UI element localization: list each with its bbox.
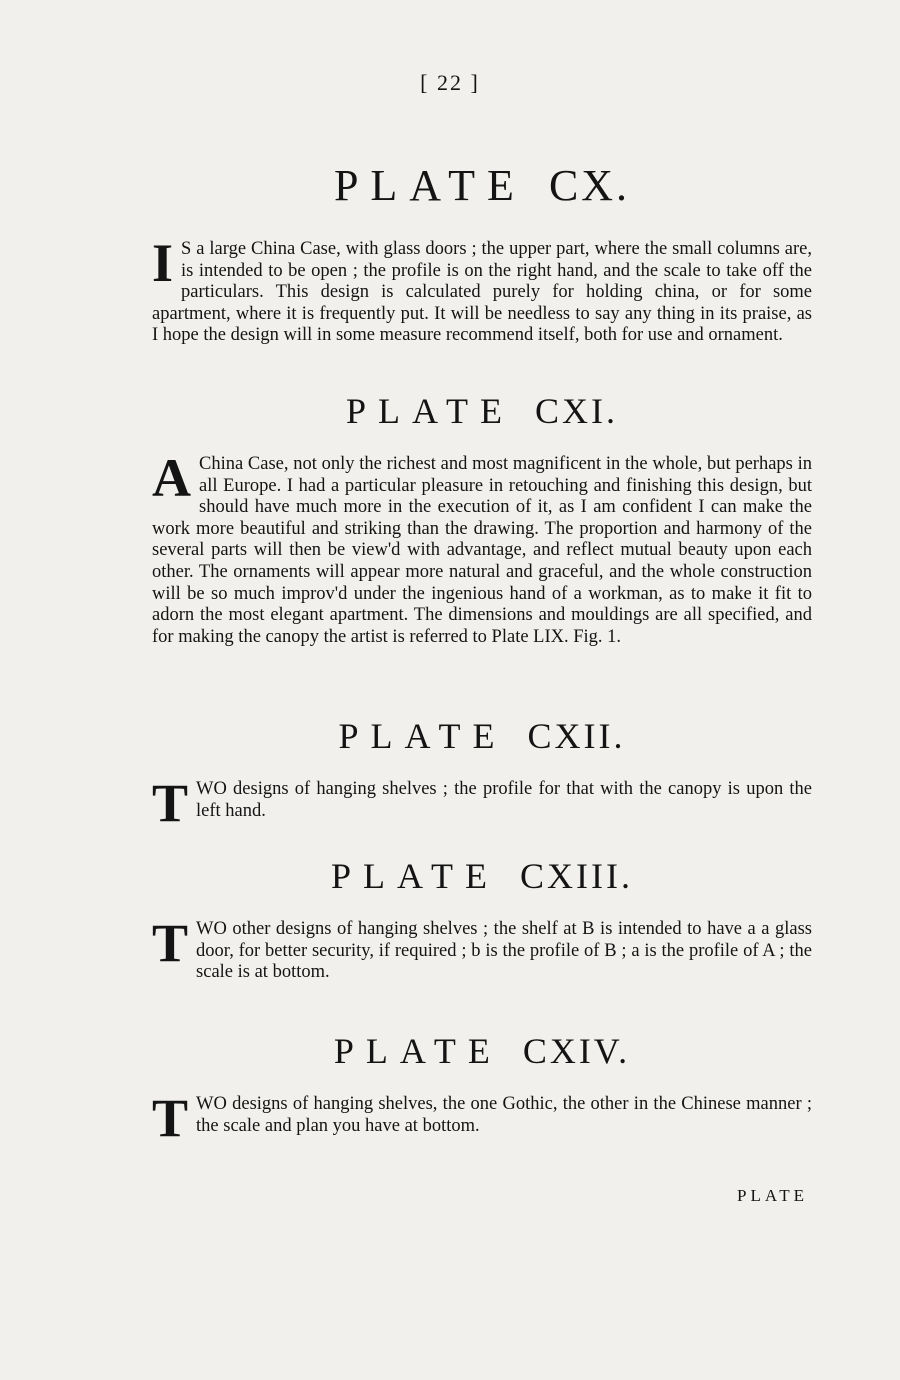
- plate-title: [152, 1030, 812, 1072]
- plate-section-cx: [152, 160, 812, 347]
- plate-title-number: CX.: [548, 161, 631, 210]
- plate-title-word: PLATE: [333, 161, 526, 210]
- plate-title-number: CXIII.: [520, 856, 633, 896]
- plate-section-cxi: [152, 390, 812, 648]
- plate-section-cxiv: [152, 1030, 812, 1148]
- description-text: designs of hanging shelves ; the profile for that with the canopy is upon the left hand.: [196, 779, 812, 821]
- plate-title: [152, 160, 812, 211]
- plate-title-word: PLATE: [338, 716, 507, 756]
- plate-title-number: CXII.: [527, 716, 626, 756]
- plate-description: [152, 448, 812, 648]
- description-text: other designs of hanging shelves ; the shelf at B is intended to have a a glass door, for better security, if required ; b is the profile of B ; a is the profile of A ; the scale is at bottom.: [196, 919, 812, 983]
- plate-title-number: CXIV.: [522, 1031, 631, 1071]
- drop-cap: I: [152, 233, 174, 293]
- plate-description: [152, 233, 812, 347]
- lead-letters: WO: [196, 919, 227, 939]
- plate-description: [152, 1088, 812, 1148]
- plate-section-cxii: [152, 715, 812, 833]
- plate-title-word: PLATE: [331, 856, 499, 896]
- description-text: designs of hanging shelves, the one Gothic, the other in the Chinese manner ; the scale and plan you have at bottom.: [196, 1094, 812, 1136]
- drop-cap: A: [152, 448, 191, 508]
- page-number: [ 22 ]: [420, 70, 480, 95]
- plate-title-number: CXI.: [535, 391, 618, 431]
- plate-description: [152, 913, 812, 984]
- plate-description: [152, 773, 812, 833]
- plate-title: [152, 390, 812, 432]
- catchword: PLATE: [737, 1186, 808, 1205]
- drop-cap: T: [152, 913, 189, 973]
- plate-title-word: PLATE: [346, 391, 514, 431]
- lead-letters: S: [181, 239, 192, 259]
- drop-cap: T: [152, 773, 189, 833]
- plate-title: [152, 855, 812, 897]
- lead-letters: WO: [196, 779, 227, 799]
- drop-cap: T: [152, 1088, 189, 1148]
- plate-title-word: PLATE: [333, 1031, 502, 1071]
- description-text: a large China Case, with glass doors ; the upper part, where the small columns are, is intended to be open ; the profile is on the right hand, and the scale to take off the particulars. This design is calculated purely for holding china, or for some apartment, where it is frequently put. It will be needless to say any thing in its praise, as I hope the design will in some measure recommend itself, both for use and ornament.: [152, 239, 812, 346]
- description-text: China Case, not only the richest and most magnificent in the whole, but perhaps in all Europe. I had a particular pleasure in retouching and finishing this design, but should have much more in the execution of it, as I am confident I can make the work more beautiful and striking than the drawing. The proportion and harmony of the several parts will then be view'd with advantage, and reflect mutual beauty upon each other. The ornaments will appear more natural and graceful, and the whole construction will be so much improv'd under the ingenious hand of a workman, as to make it fit to adorn the most elegant apartment. The dimensions and mouldings are all specified, and for making the canopy the artist is referred to Plate LIX. Fig. 1.: [152, 454, 812, 647]
- plate-section-cxiii: [152, 855, 812, 984]
- lead-letters: WO: [196, 1094, 227, 1114]
- plate-title: [152, 715, 812, 757]
